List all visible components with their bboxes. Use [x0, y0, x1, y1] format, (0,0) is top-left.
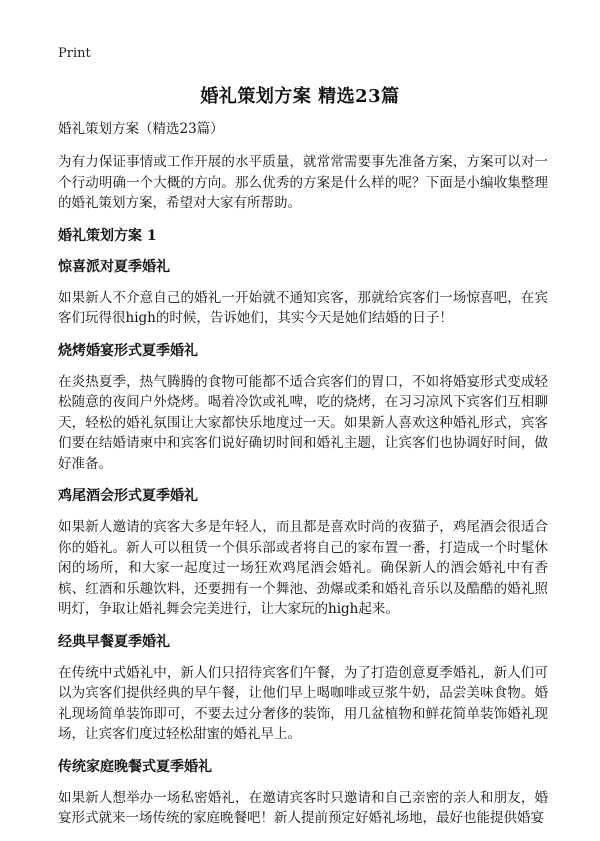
section-paragraph: 如果新人想举办一场私密婚礼，在邀请宾客时只邀请和自己亲密的亲人和朋友，婚宴形式就来一场传统的家庭晚餐吧！新人提前预定好婚礼场地，最好也能提供婚宴: [58, 789, 548, 826]
plan-heading: 婚礼策划方案 1: [58, 227, 157, 244]
print-link[interactable]: Print: [58, 46, 91, 61]
section-heading: 惊喜派对夏季婚礼: [58, 258, 170, 275]
section-paragraph: 如果新人不介意自己的婚礼一开始就不通知宾客，那就给宾客们一场惊喜吧，在宾客们玩得很high的时候，告诉她们，其实今天是她们结婚的日子！: [58, 289, 548, 326]
section: [58, 341, 548, 475]
section-paragraph: 在传统中式婚礼中，新人们只招待宾客们午餐，为了打造创意夏季婚礼，新人们可以为宾客们提供经典的早午餐，让他们早上喝咖啡或豆浆牛奶，品尝美味食物。婚礼现场简单装饰即可，不要去过分奢侈的装饰，用几盆植物和鲜花简单装饰婚礼现场，让宾客们度过轻松甜蜜的婚礼早上。: [58, 664, 548, 742]
intro-paragraph: 为有力保证事情或工作开展的水平质量，就常常需要事先准备方案，方案可以对一个行动明确一个大概的方向。那么优秀的方案是什么样的呢？下面是小编收集整理的婚礼策划方案，希望对大家有所帮助。: [58, 154, 548, 211]
section: [58, 757, 548, 829]
document-subtitle: 婚礼策划方案（精选23篇）: [58, 121, 224, 137]
page-title: 婚礼策划方案 精选23篇: [200, 86, 400, 107]
section-heading: 烧烤婚宴形式夏季婚礼: [58, 342, 198, 359]
document-body: [58, 119, 548, 841]
section-paragraph: 如果新人邀请的宾客大多是年轻人，而且都是喜欢时尚的夜猫子，鸡尾酒会很适合你的婚礼。新人可以租赁一个俱乐部或者将自己的家布置一番，打造成一个时髦休闲的场所，和大家一起度过一场狂欢鸡尾酒会婚礼。确保新人的酒会婚礼中有香槟、红酒和乐趣饮料，还要拥有一个舞池、劲爆或柔和婚礼音乐以及酷酷的婚礼照明灯，争取让婚礼舞会完美进行，让大家玩的high起来。: [58, 519, 548, 617]
section: [58, 632, 548, 745]
section-heading: 传统家庭晚餐式夏季婚礼: [58, 758, 212, 775]
section-heading: 鸡尾酒会形式夏季婚礼: [58, 488, 198, 504]
section-heading: 经典早餐夏季婚礼: [58, 633, 170, 650]
section: [58, 486, 548, 620]
section-paragraph: 在炎热夏季，热气腾腾的食物可能都不适合宾客们的胃口，不如将婚宴形式变成轻松随意的夜间户外烧烤。喝着冷饮或礼啤，吃的烧烤，在习习凉风下宾客们互相聊天，轻松的婚礼氛围让大家都快乐地度过一天。如果新人喜欢这种婚礼形式，宾客们要在结婚请柬中和宾客们说好确切时间和婚礼主题，让宾客们也协调好时间，做好准备。: [58, 373, 548, 472]
section: [58, 257, 548, 329]
